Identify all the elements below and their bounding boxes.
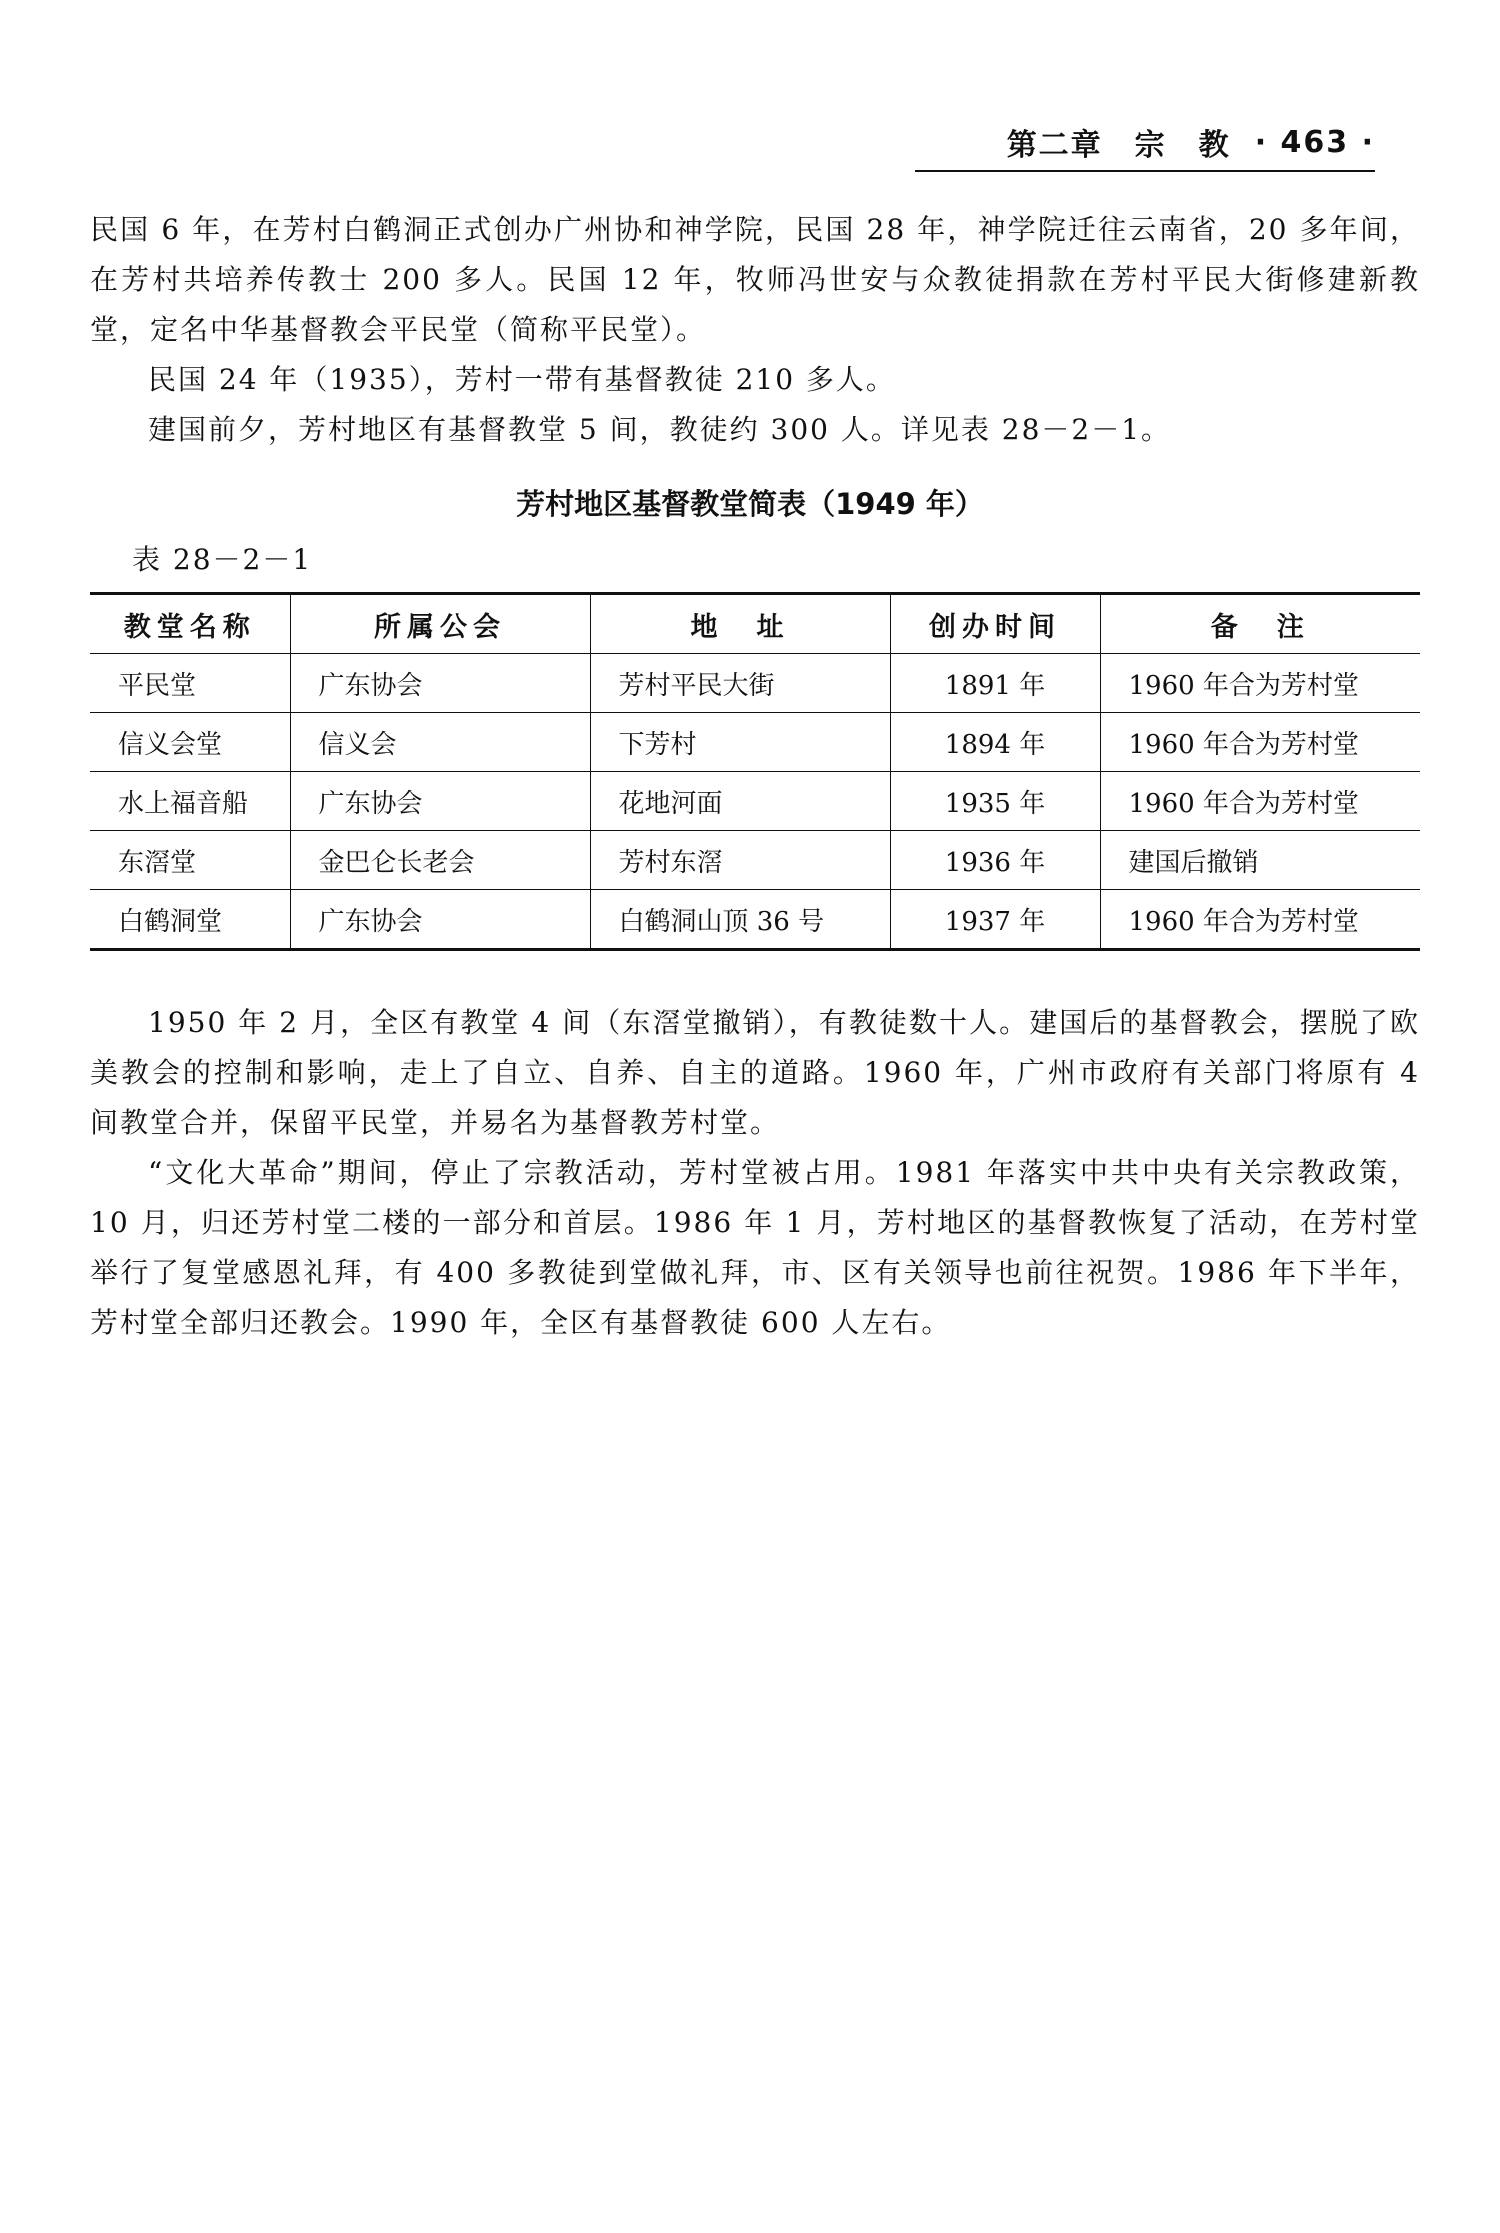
table-row [90,654,1420,713]
table-cell: 1960 年合为芳村堂 [1100,890,1420,950]
table-row [90,831,1420,890]
table-cell: 广东协会 [290,890,590,950]
table-row [90,772,1420,831]
column-header: 备 注 [1100,594,1420,654]
column-header: 创办时间 [890,594,1100,654]
table-cell: 芳村平民大街 [590,654,890,713]
table-cell: 1960 年合为芳村堂 [1100,772,1420,831]
chapter-title: 第二章 宗 教 [1006,128,1231,163]
table-cell: 1891 年 [890,654,1100,713]
page-number: · 463 · [1254,124,1375,160]
column-header: 教堂名称 [90,594,290,654]
table-row [90,890,1420,950]
table-cell: 1960 年合为芳村堂 [1100,654,1420,713]
table-label: 表 28－2－1 [132,543,313,576]
column-header: 所属公会 [290,594,590,654]
table-cell: 白鹤洞堂 [90,890,290,950]
paragraph: “文化大革命”期间，停止了宗教活动，芳村堂被占用。1981 年落实中共中央有关宗教政策，10 月，归还芳村堂二楼的一部分和首层。1986 年 1 月，芳村地区的基督教恢复了活动，在芳村堂举行了复堂感恩礼拜，有 400 多教徒到堂做礼拜，市、区有关领导也前往祝贺。1986 年下半年，芳村堂全部归还教会。1990 年，全区有基督教徒 600 人左右。 [90,1156,1420,1339]
table-cell: 建国后撤销 [1100,831,1420,890]
table-cell: 信义会堂 [90,713,290,772]
table-cell: 广东协会 [290,772,590,831]
table-cell: 白鹤洞山顶 36 号 [590,890,890,950]
table-cell: 东滘堂 [90,831,290,890]
table-cell: 平民堂 [90,654,290,713]
table-cell: 芳村东滘 [590,831,890,890]
table-cell: 水上福音船 [90,772,290,831]
table-cell: 信义会 [290,713,590,772]
body-text-top [90,205,1420,455]
paragraph: 建国前夕，芳村地区有基督教堂 5 间，教徒约 300 人。详见表 28－2－1。 [148,413,1172,446]
table-cell: 金巴仑长老会 [290,831,590,890]
column-header: 地 址 [590,594,890,654]
table-cell: 花地河面 [590,772,890,831]
table-header-row [90,594,1420,654]
table-cell: 1936 年 [890,831,1100,890]
table-title: 芳村地区基督教堂简表（1949 年） [516,487,984,521]
table-cell: 1937 年 [890,890,1100,950]
table-cell: 1935 年 [890,772,1100,831]
church-table [90,592,1420,951]
page-header [915,114,1375,172]
table-cell: 1960 年合为芳村堂 [1100,713,1420,772]
paragraph: 民国 6 年，在芳村白鹤洞正式创办广州协和神学院，民国 28 年，神学院迁往云南省，20 多年间，在芳村共培养传教士 200 多人。民国 12 年，牧师冯世安与众教徒捐款在芳村平民大街修建新教堂，定名中华基督教会平民堂（简称平民堂）。 [90,213,1420,346]
table-cell: 广东协会 [290,654,590,713]
paragraph: 1950 年 2 月，全区有教堂 4 间（东滘堂撤销），有教徒数十人。建国后的基督教会，摆脱了欧美教会的控制和影响，走上了自立、自养、自主的道路。1960 年，广州市政府有关部门将原有 4 间教堂合并，保留平民堂，并易名为基督教芳村堂。 [90,1006,1420,1139]
body-text-bottom [90,998,1420,1348]
table-row [90,713,1420,772]
table-cell: 下芳村 [590,713,890,772]
paragraph: 民国 24 年（1935），芳村一带有基督教徒 210 多人。 [148,363,896,396]
table-cell: 1894 年 [890,713,1100,772]
